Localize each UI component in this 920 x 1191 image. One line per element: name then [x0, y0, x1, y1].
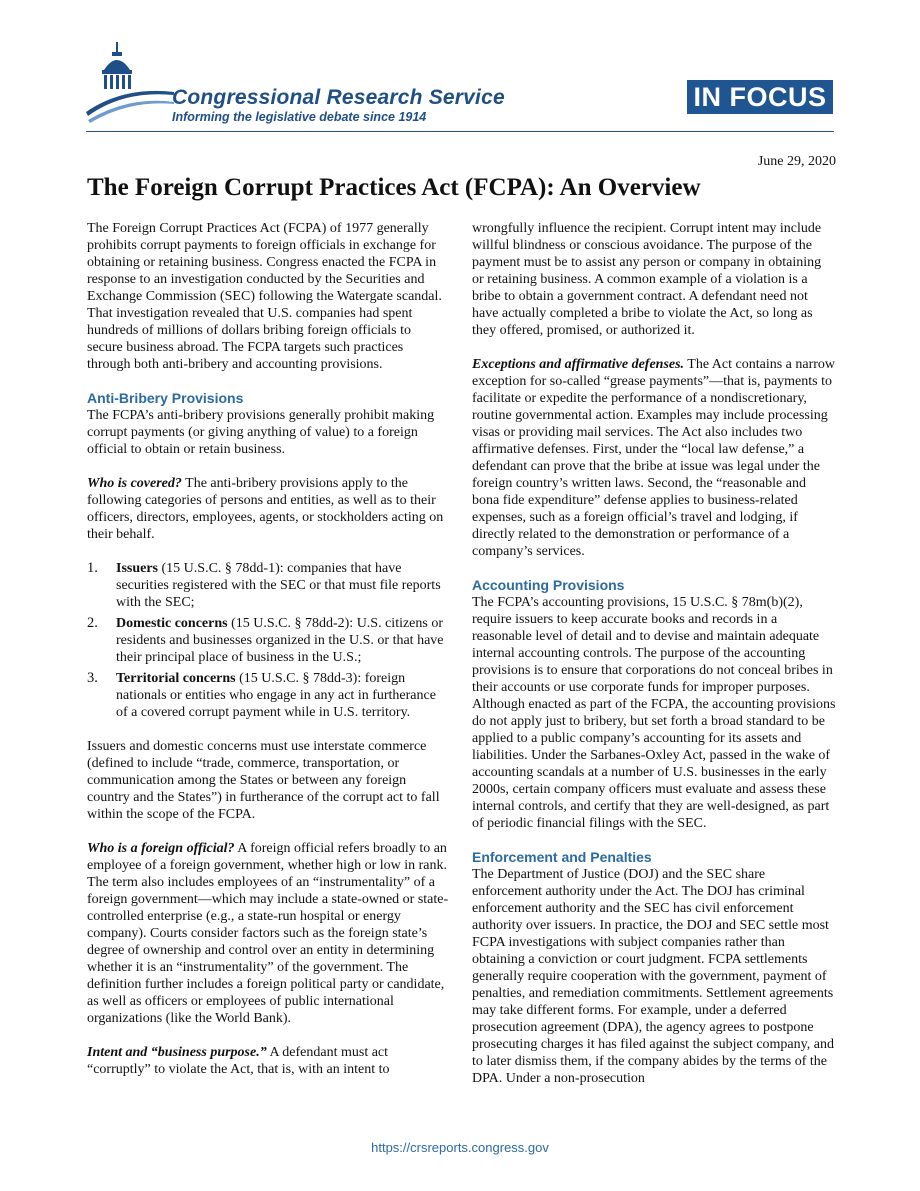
brand-tagline: Informing the legislative debate since 1914 — [172, 110, 427, 124]
list-item — [87, 560, 449, 611]
foreign-official-text: A foreign official refers broadly to an employee of a foreign government, whether high or low in rank. The term also includes employees of an “instrumentality” of a foreign government—which may include a state-owned or state-controlled enterprise (e.g., a state-run hospital or energy company). Courts consider factors such as the foreign state’s degree of ownership and control over an entity in determining whether it is an “instrumentality” of the government. The definition further includes a foreign political party or candidate, as well as officers or employees of public international organizations (like the World Bank). — [87, 841, 449, 1026]
publication-date: June 29, 2020 — [757, 154, 836, 169]
who-covered-lead: Who is covered? — [87, 476, 182, 491]
footer-url[interactable]: https://crsreports.congress.gov — [371, 1140, 549, 1155]
capitol-dome-logo — [84, 40, 174, 124]
intent-paragraph — [87, 1044, 449, 1078]
who-covered-paragraph — [87, 475, 449, 543]
covered-entities-list — [87, 560, 449, 721]
list-number: 1. — [87, 560, 98, 576]
intent-continuation-paragraph: wrongfully influence the recipient. Corrupt intent may include willful blindness or conscious avoidance. The purpose of the payment must be to assist any person or company in obtaining or retaining business. A common example of a violation is a bribe to obtain a government contract. A defendant need not have actually completed a bribe to violate the Act, so long as they offered, promised, or authorized it. — [472, 221, 822, 338]
foreign-official-paragraph — [87, 840, 449, 1027]
intent-text: A defendant must act “corruptly” to violate the Act, that is, with an intent to — [87, 1045, 390, 1077]
list-text: (15 U.S.C. § 78dd-3): foreign nationals or entities who engage in any act in furtherance of a covered corrupt payment while in U.S. territory. — [116, 671, 436, 720]
exceptions-lead: Exceptions and affirmative defenses. — [472, 357, 685, 372]
document-title: The Foreign Corrupt Practices Act (FCPA): An Overview — [87, 174, 701, 201]
list-number: 3. — [87, 670, 98, 686]
in-focus-badge: IN FOCUS — [687, 80, 833, 114]
exceptions-text: The Act contains a narrow exception for so-called “grease payments”—that is, payments to facilitate or expedite the performance of a nondiscretionary, routine governmental action. Examples may include processing visas or providing mail services. The Act also includes two affirmative defenses. First, under the “local law defense,” a defendant can prove that the bribe at issue was legal under the foreign country’s written laws. Second, the “reasonable and bona fide expenditure” defense applies to business-related expenses, such as a foreign official’s travel and lodging, if directly related to the demonstration or performance of a company’s services. — [472, 357, 836, 559]
accounting-heading: Accounting Provisions — [472, 577, 625, 593]
anti-bribery-heading: Anti-Bribery Provisions — [87, 390, 244, 406]
brand-name: Congressional Research Service — [172, 86, 505, 109]
page-header — [0, 0, 920, 140]
right-column — [472, 220, 836, 1104]
list-number: 2. — [87, 615, 98, 631]
list-term: Territorial concerns — [116, 671, 236, 686]
who-covered-text: The anti-bribery provisions apply to the following categories of persons and entities, as well as to their officers, directors, employees, agents, or stockholders acting on their behalf. — [87, 476, 444, 542]
exceptions-paragraph — [472, 356, 836, 560]
list-item — [87, 615, 449, 666]
list-term: Domestic concerns — [116, 616, 228, 631]
left-column — [87, 220, 449, 1095]
enforcement-paragraph: The Department of Justice (DOJ) and the SEC share enforcement authority under the Act. The DOJ has criminal enforcement authority and the SEC has civil enforcement authority over issuers. In practice, the DOJ and SEC settle most FCPA investigations with subject companies rather than obtaining a conviction or court judgment. FCPA settlements generally require cooperation with the government, payment of penalties, and remediation commitments. Settlement agreements may take different forms. For example, under a deferred prosecution agreement (DPA), the agency agrees to postpone prosecuting charges it has filed against the subject company, and to later dismiss them, if the company abides by the terms of the DPA. Under a non-prosecution — [472, 867, 834, 1086]
accounting-paragraph: The FCPA’s accounting provisions, 15 U.S.C. § 78m(b)(2), require issuers to keep accurate books and records in a reasonable level of detail and to devise and maintain adequate internal accounting controls. The purpose of the accounting provisions is to ensure that corporations do not conceal bribes in their accounts or use corporate funds for improper purposes. Although enacted as part of the FCPA, the accounting provisions do not apply just to bribery, but set forth a broad standard to be applied to a public company’s accounting for its assets and liabilities. Under the Sarbanes-Oxley Act, passed in the wake of accounting scandals at a number of U.S. businesses in the early 2000s, certain company officers must evaluate and assess these internal controls, and certify that they are well-designed, as part of periodic financial filings with the SEC. — [472, 595, 836, 831]
anti-bribery-paragraph: The FCPA’s anti-bribery provisions generally prohibit making corrupt payments (or giving anything of value) to a foreign official to obtain or retain business. — [87, 408, 435, 457]
intro-paragraph: The Foreign Corrupt Practices Act (FCPA) of 1977 generally prohibits corrupt payments to foreign officials in exchange for obtaining or retaining business. Congress enacted the FCPA in response to an investigation conducted by the Securities and Exchange Commission (SEC) following the Watergate scandal. That investigation revealed that U.S. companies had spent hundreds of millions of dollars bribing foreign officials to secure business abroad. The FCPA targets such practices through both anti-bribery and accounting provisions. — [87, 221, 442, 372]
interstate-paragraph: Issuers and domestic concerns must use interstate commerce (defined to include “trade, commerce, transportation, or communication among the States or between any foreign country and the States”) in furtherance of the corrupt act to fall within the scope of the FCPA. — [87, 739, 440, 822]
list-term: Issuers — [116, 561, 159, 576]
enforcement-heading: Enforcement and Penalties — [472, 849, 652, 865]
intent-lead: Intent and “business purpose.” — [87, 1045, 267, 1060]
foreign-official-lead: Who is a foreign official? — [87, 841, 235, 856]
list-item — [87, 670, 449, 721]
header-divider — [86, 131, 834, 132]
list-text: (15 U.S.C. § 78dd-1): companies that have securities registered with the SEC or that must file reports with the SEC; — [116, 561, 441, 610]
list-text: (15 U.S.C. § 78dd-2): U.S. citizens or residents and businesses organized in the U.S. or that have their principal place of business in the U.S.; — [116, 616, 444, 665]
